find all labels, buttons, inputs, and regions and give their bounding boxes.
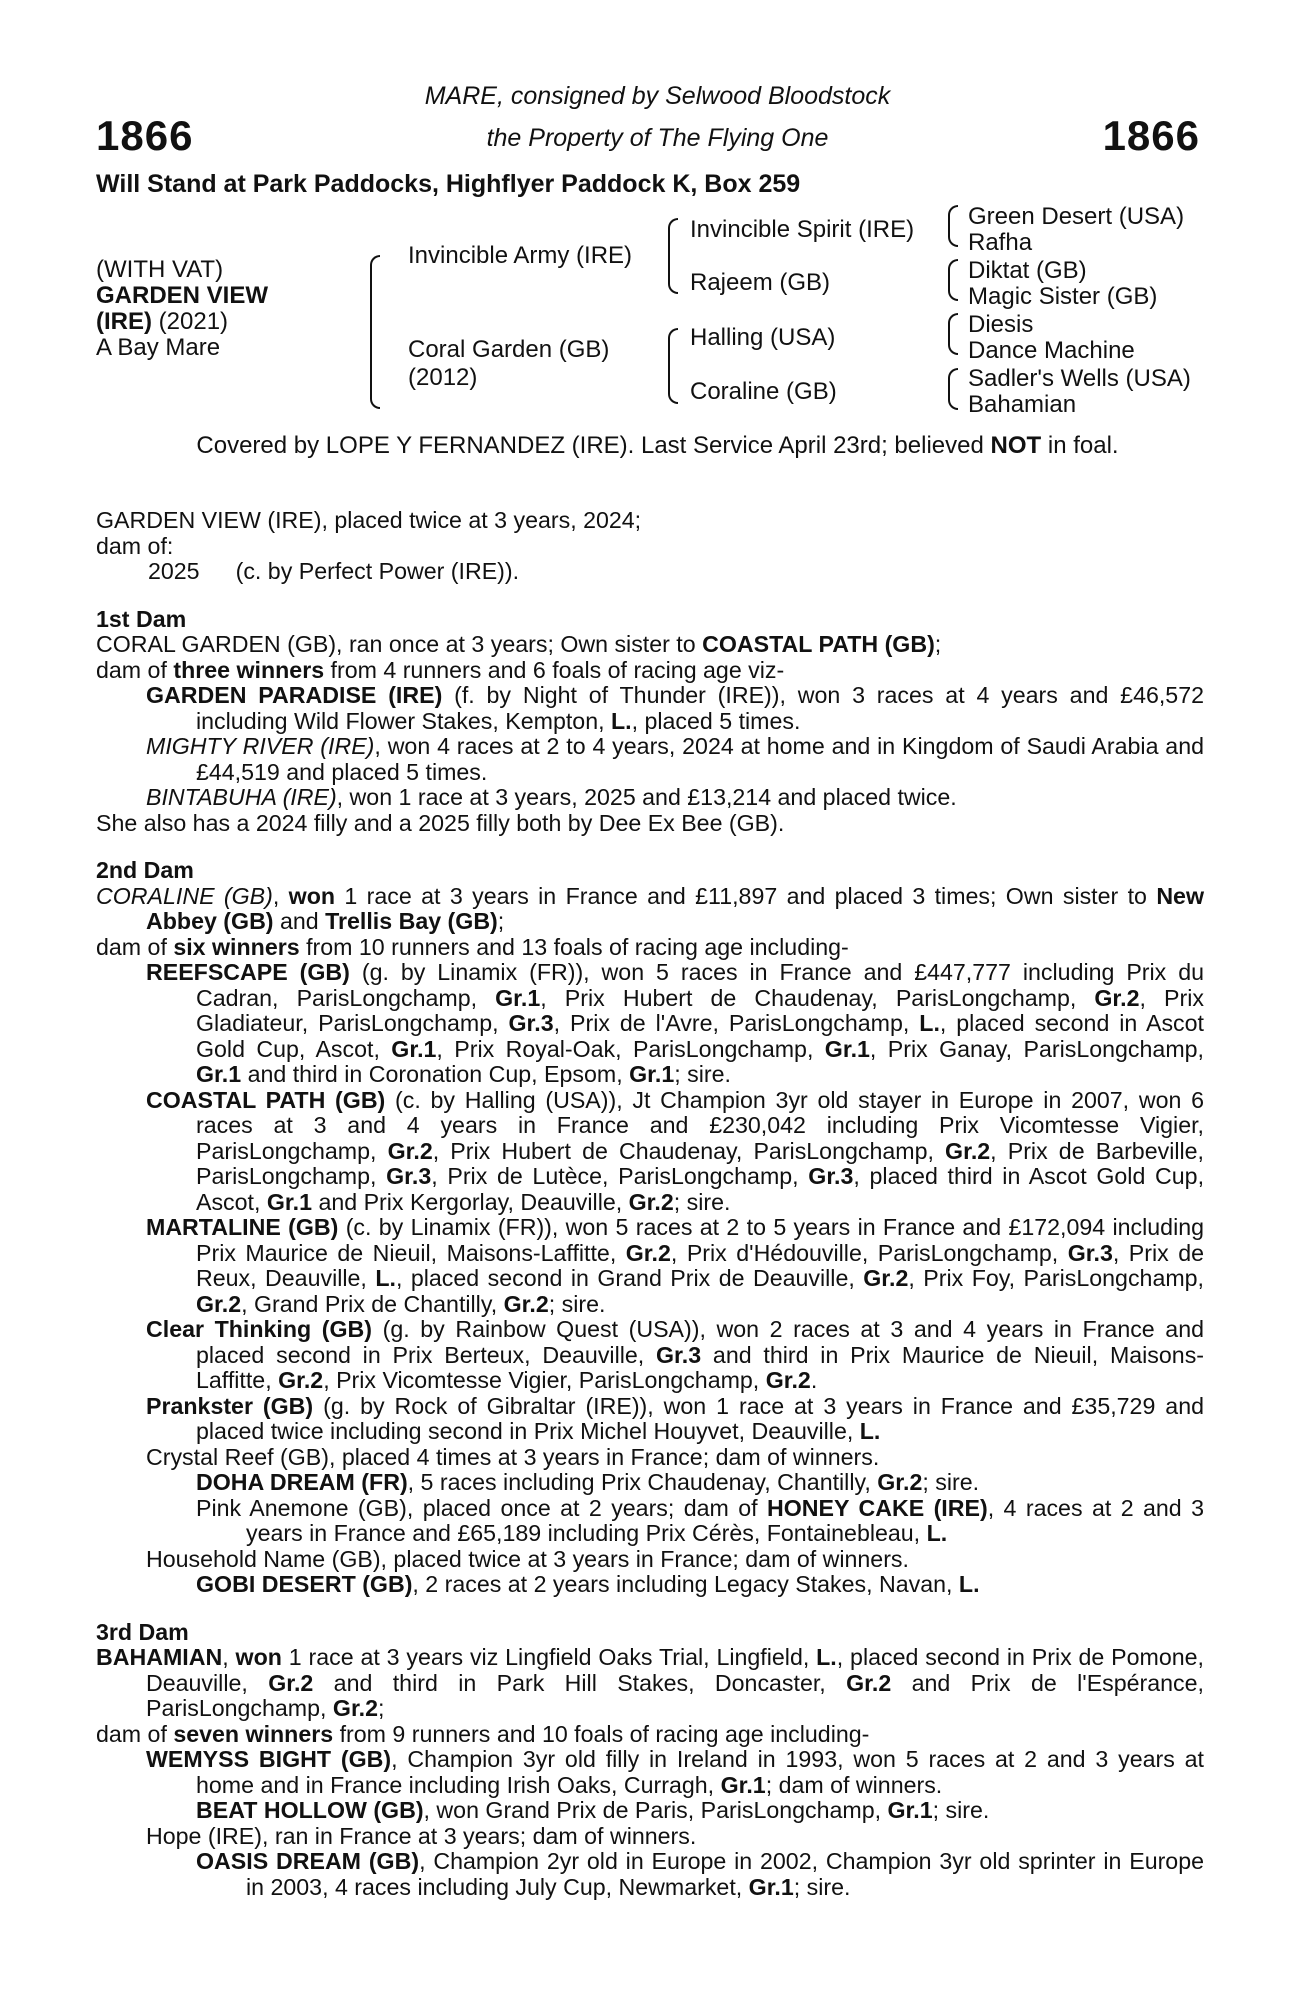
pedigree-dam-sire: Halling (USA) (690, 324, 836, 351)
second-dam-line-2: dam of six winners from 10 runners and 13 foals of racing age including- (96, 933, 849, 960)
consignor-line: MARE, consigned by Selwood Bloodstock (424, 82, 891, 110)
pedigree-brace-dam (668, 328, 678, 404)
third-dam-line-2: dam of seven winners from 9 runners and 10 foals of racing age including- (96, 1720, 870, 1747)
covered-line (0, 432, 1315, 460)
horse-country: (IRE) (96, 308, 152, 335)
pedigree-g6: Dance Machine (968, 337, 1135, 364)
pedigree-g1: Green Desert (USA) (968, 203, 1185, 230)
lot-number-left: 1866 (96, 112, 194, 159)
horse-country-year (96, 308, 228, 336)
third-dam-grandproduce-beat-hollow: BEAT HOLLOW (GB), won Grand Prix de Paris, ParisLongchamp, Gr.1; sire. (196, 1797, 990, 1823)
second-dam-line-1: CORALINE (GB), won 1 race at 3 years in France and £11,897 and placed 3 times; Own sister to New Abbey (GB) and Trellis Bay (GB); (96, 882, 1204, 934)
pedigree-brace-main (370, 255, 380, 409)
intro-line-1: GARDEN VIEW (IRE), placed twice at 3 years, 2024; (96, 507, 642, 533)
horse-description: A Bay Mare (96, 334, 221, 361)
pedigree-sire-dam: Rajeem (GB) (690, 269, 831, 296)
pedigree-g5: Diesis (968, 311, 1034, 338)
third-dam-produce-wemyss-bight: WEMYSS BIGHT (GB), Champion 3yr old filly in Ireland in 1993, won 5 races at 2 and 3 years at home and in France including Irish Oaks, Curragh, Gr.1; dam of winners. (146, 1746, 1204, 1798)
second-dam-grandproduce-doha-dream: DOHA DREAM (FR), 5 races including Prix Chaudenay, Chantilly, Gr.2; sire. (196, 1469, 980, 1495)
second-dam-produce-crystal-reef: Crystal Reef (GB), placed 4 times at 3 years in France; dam of winners. (146, 1443, 880, 1470)
stand-line: Will Stand at Park Paddocks, Highflyer Paddock K, Box 259 (96, 170, 801, 198)
third-dam-grandproduce-oasis-dream: OASIS DREAM (GB), Champion 2yr old in Europe in 2002, Champion 3yr old sprinter in Europe in 2003, 4 races including July Cup, Newmarket, Gr.1; sire. (196, 1848, 1204, 1900)
second-dam-heading: 2nd Dam (96, 857, 194, 883)
pedigree-dam: Coral Garden (GB) (408, 336, 610, 363)
first-dam-produce-1: GARDEN PARADISE (IRE) (f. by Night of Thunder (IRE)), won 3 races at 4 years and £46,572 including Wild Flower Stakes, Kempton, L., placed 5 times. (146, 682, 1204, 734)
third-dam-heading: 3rd Dam (96, 1618, 189, 1645)
first-dam-produce-3: BINTABUHA (IRE), won 1 race at 3 years, 2025 and £13,214 and placed twice. (146, 784, 957, 810)
property-line: the Property of The Flying One (486, 124, 829, 152)
pedigree-sire: Invincible Army (IRE) (408, 242, 633, 269)
first-dam-note: She also has a 2024 filly and a 2025 filly both by Dee Ex Bee (GB). (96, 809, 785, 836)
pedigree-brace-g4 (948, 368, 958, 410)
pedigree-g2: Rafha (968, 229, 1033, 256)
first-dam-line-1: CORAL GARDEN (GB), ran once at 3 years; Own sister to COASTAL PATH (GB); (96, 631, 942, 657)
second-dam-produce-martaline: MARTALINE (GB) (c. by Linamix (FR)), won 5 races at 2 to 5 years in France and £172,094 including Prix Maurice de Nieuil, Maisons-Laffitte, Gr.2, Prix d'Hédouville, ParisLongchamp, Gr.3, Prix de Reux, Deauville, L., placed second in Grand Prix de Deauville, Gr.2, Prix Foy, ParisLongchamp, Gr.2, Grand Prix de Chantilly, Gr.2; sire. (146, 1214, 1205, 1317)
second-dam-produce-reefscape: REEFSCAPE (GB) (g. by Linamix (FR)), won 5 races in France and £447,777 including Prix du Cadran, ParisLongchamp, Gr.1, Prix Hubert de Chaudenay, ParisLongchamp, Gr.2, Prix Gladiateur, ParisLongchamp, Gr.3, Prix de l'Avre, ParisLongchamp, L., placed second in Ascot Gold Cup, Ascot, Gr.1, Prix Royal-Oak, ParisLongchamp, Gr.1, Prix Ganay, ParisLongchamp, Gr.1 and third in Coronation Cup, Epsom, Gr.1; sire. (146, 959, 1205, 1087)
covered-not: NOT (990, 432, 1042, 459)
pedigree-brace-g3 (948, 313, 958, 355)
pedigree-dam-dam: Coraline (GB) (690, 378, 837, 405)
second-dam-grandproduce-pink-anemone: Pink Anemone (GB), placed once at 2 years; dam of HONEY CAKE (IRE), 4 races at 2 and 3 years in France and £65,189 including Prix Cérès, Fontainebleau, L. (196, 1494, 1205, 1546)
second-dam-produce-household-name: Household Name (GB), placed twice at 3 years in France; dam of winners. (146, 1545, 909, 1572)
produce-record (96, 559, 1204, 585)
second-dam-grandproduce-gobi-desert: GOBI DESERT (GB), 2 races at 2 years including Legacy Stakes, Navan, L. (196, 1571, 980, 1597)
third-dam-line-1: BAHAMIAN, won 1 race at 3 years viz Lingfield Oaks Trial, Lingfield, L., placed second in Prix de Pomone, Deauville, Gr.2 and third in Park Hill Stakes, Doncaster, Gr.2 and Prix de l'Espérance, ParisLongchamp, Gr.2; (96, 1644, 1204, 1721)
pedigree-brace-g2 (948, 259, 958, 301)
second-dam-produce-coastal-path: COASTAL PATH (GB) (c. by Halling (USA)), Jt Champion 3yr old stayer in Europe in 2007, won 6 races at 3 and 4 years in France and £230,042 including Prix Vicomtesse Vigier, ParisLongchamp, Gr.2, Prix Hubert de Chaudenay, ParisLongchamp, Gr.2, Prix de Barbeville, ParisLongchamp, Gr.3, Prix de Lutèce, ParisLongchamp, Gr.3, placed third in Ascot Gold Cup, Ascot, Gr.1 and Prix Kergorlay, Deauville, Gr.2; sire. (146, 1086, 1205, 1215)
first-dam-heading: 1st Dam (96, 605, 187, 632)
second-dam-produce-clear-thinking: Clear Thinking (GB) (g. by Rainbow Quest (USA)), won 2 races at 3 and 4 years in France and placed second in Prix Berteux, Deauville, Gr.3 and third in Prix Maurice de Nieuil, Maisons-Laffitte, Gr.2, Prix Vicomtesse Vigier, ParisLongchamp, Gr.2. (146, 1316, 1205, 1393)
pedigree-g3: Diktat (GB) (968, 257, 1087, 284)
produce-year: 2025 (148, 558, 200, 584)
lot-number-right: 1866 (1102, 112, 1200, 159)
catalogue-body (96, 508, 1204, 1900)
pedigree-brace-g1 (948, 205, 958, 247)
pedigree-g7: Sadler's Wells (USA) (968, 365, 1191, 392)
covered-text: Covered by LOPE Y FERNANDEZ (IRE). Last Service April 23rd; believed (196, 432, 991, 459)
intro-line-2: dam of: (96, 532, 174, 559)
produce-detail: (c. by Perfect Power (IRE)). (235, 558, 520, 584)
pedigree-dam-year: (2012) (408, 364, 478, 391)
second-dam-produce-prankster: Prankster (GB) (g. by Rock of Gibraltar (IRE)), won 1 race at 3 years in France and £35,729 and placed twice including second in Prix Michel Houyvet, Deauville, L. (146, 1392, 1204, 1444)
first-dam-line-2: dam of three winners from 4 runners and 6 foals of racing age viz- (96, 656, 785, 683)
pedigree-g8: Bahamian (968, 391, 1077, 418)
covered-end: in foal. (1041, 432, 1119, 459)
vat-label: (WITH VAT) (96, 256, 224, 283)
horse-year: (2021) (158, 308, 229, 335)
horse-name: GARDEN VIEW (96, 282, 269, 309)
pedigree-sire-sire: Invincible Spirit (IRE) (690, 216, 915, 243)
third-dam-produce-hope: Hope (IRE), ran in France at 3 years; dam of winners. (146, 1822, 697, 1849)
pedigree-g4: Magic Sister (GB) (968, 283, 1158, 310)
pedigree-brace-sire (668, 218, 678, 294)
first-dam-produce-2: MIGHTY RIVER (IRE), won 4 races at 2 to 4 years, 2024 at home and in Kingdom of Saudi Arabia and £44,519 and placed 5 times. (146, 733, 1204, 785)
